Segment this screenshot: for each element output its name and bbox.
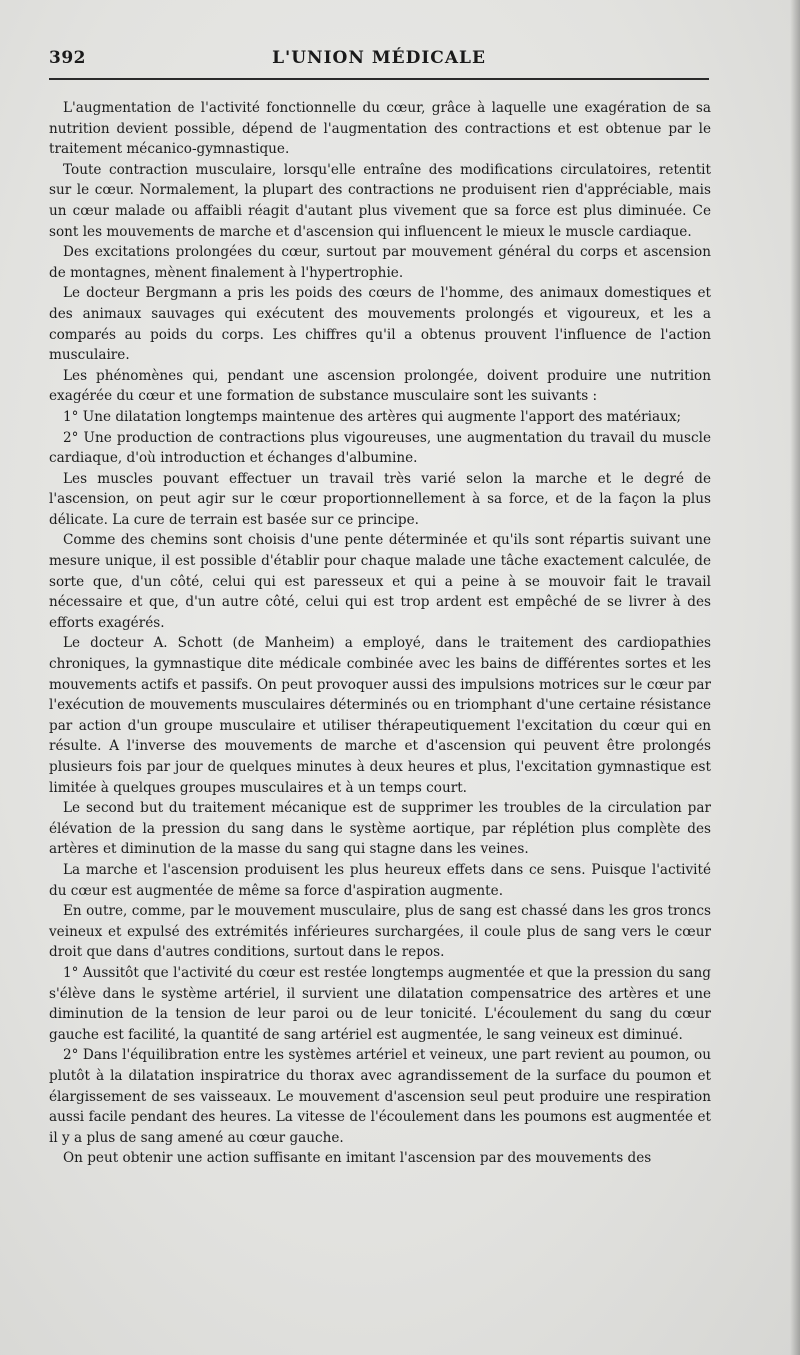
page-header: [49, 48, 709, 72]
paragraph: Les muscles pouvant effectuer un travail très varié selon la marche et le degré de l'ascension, on peut agir sur le cœur proportionnellement à sa force, et de la façon la plus délicate. La cure de terrain est basée sur ce principe.: [49, 470, 711, 528]
paragraph: 1° Aussitôt que l'activité du cœur est restée longtemps augmentée et que la pression du sang s'élève dans le système artériel, il survient une dilatation compensatrice des artères et une diminution de la tension de leur paroi ou de leur tonicité. L'écoulement du sang du cœur gauche est facilité, la quantité de sang artériel est augmentée, le sang veineux est diminué.: [49, 964, 711, 1043]
paragraph: Toute contraction musculaire, lorsqu'elle entraîne des modifications circulatoires, retentit sur le cœur. Normalement, la plupart des contractions ne produisent rien d'appréciable, mais un cœur malade ou affaibli réagit d'autant plus vivement que sa force est plus diminuée. Ce sont les mouvements de marche et d'ascension qui influencent le mieux le muscle cardiaque.: [49, 161, 711, 240]
paragraph: 1° Une dilatation longtemps maintenue des artères qui augmente l'apport des matériaux;: [63, 408, 682, 425]
paragraph: 2° Dans l'équilibration entre les systèmes artériel et veineux, une part revient au poumon, ou plutôt à la dilatation inspiratrice du thorax avec agrandissement de la surface du poumon et élargissement de ses vaisseaux. Le mouvement d'ascension seul peut produire une respiration aussi facile pendant des heures. La vitesse de l'écoulement dans les poumons est augmentée et il y a plus de sang amené au cœur gauche.: [49, 1047, 711, 1146]
paragraph: Le docteur Bergmann a pris les poids des cœurs de l'homme, des animaux domestiques et des animaux sauvages qui exécutent des mouvements prolongés et vigoureux, et les a comparés au poids du corps. Les chiffres qu'il a obtenus prouvent l'influence de l'action musculaire.: [49, 285, 711, 364]
page-edge-shadow: [790, 0, 800, 1355]
page-number: 392: [49, 48, 86, 68]
header-rule: [49, 78, 709, 80]
running-title: L'UNION MÉDICALE: [272, 48, 486, 68]
paragraph: Les phénomènes qui, pendant une ascension prolongée, doivent produire une nutrition exagérée du cœur et une formation de substance musculaire sont les suivants :: [49, 367, 711, 405]
paragraph: L'augmentation de l'activité fonctionnelle du cœur, grâce à laquelle une exagération de sa nutrition devient possible, dépend de l'augmentation des contractions et est obtenue par le traitement mécanico-gymnastique.: [49, 100, 711, 158]
paragraph: Comme des chemins sont choisis d'une pente déterminée et qu'ils sont répartis suivant une mesure unique, il est possible d'établir pour chaque malade une tâche exactement calculée, de sorte que, d'un côté, celui qui est paresseux et qui a peine à se mouvoir fait le travail nécessaire et que, d'un autre côté, celui qui est trop ardent est empêché de se livrer à des efforts exagérés.: [49, 532, 711, 631]
paragraph: Le docteur A. Schott (de Manheim) a employé, dans le traitement des cardiopathies chroniques, la gymnastique dite médicale combinée avec les bains de différentes sortes et les mouvements actifs et passifs. On peut provoquer aussi des impulsions motrices sur le cœur par l'exécution de mouvements musculaires déterminés ou en triomphant d'une certaine résistance par action d'un groupe musculaire et utiliser thérapeutiquement l'excitation du cœur qui en résulte. A l'inverse des mouvements de marche et d'ascension qui peuvent être prolongés plusieurs fois par jour de quelques minutes à deux heures et plus, l'excitation gymnastique est limitée à quelques groupes musculaires et à un temps court.: [49, 635, 711, 796]
paragraph: Le second but du traitement mécanique est de supprimer les troubles de la circulation par élévation de la pression du sang dans le système aortique, par réplétion plus complète des artères et diminution de la masse du sang qui stagne dans les veines.: [49, 800, 711, 858]
paragraph: La marche et l'ascension produisent les plus heureux effets dans ce sens. Puisque l'activité du cœur est augmentée de même sa force d'aspiration augmente.: [49, 861, 711, 899]
article-body: [49, 98, 711, 1169]
paragraph: 2° Une production de contractions plus vigoureuses, une augmentation du travail du muscle cardiaque, d'où introduction et échanges d'albumine.: [49, 429, 711, 467]
paragraph: On peut obtenir une action suffisante en imitant l'ascension par des mouvements des: [63, 1150, 652, 1167]
paragraph: En outre, comme, par le mouvement musculaire, plus de sang est chassé dans les gros troncs veineux et expulsé des extrémités inférieures surchargées, il coule plus de sang vers le cœur droit que dans d'autres conditions, surtout dans le repos.: [49, 903, 711, 961]
paragraph: Des excitations prolongées du cœur, surtout par mouvement général du corps et ascension de montagnes, mènent finalement à l'hypertrophie.: [49, 244, 711, 281]
